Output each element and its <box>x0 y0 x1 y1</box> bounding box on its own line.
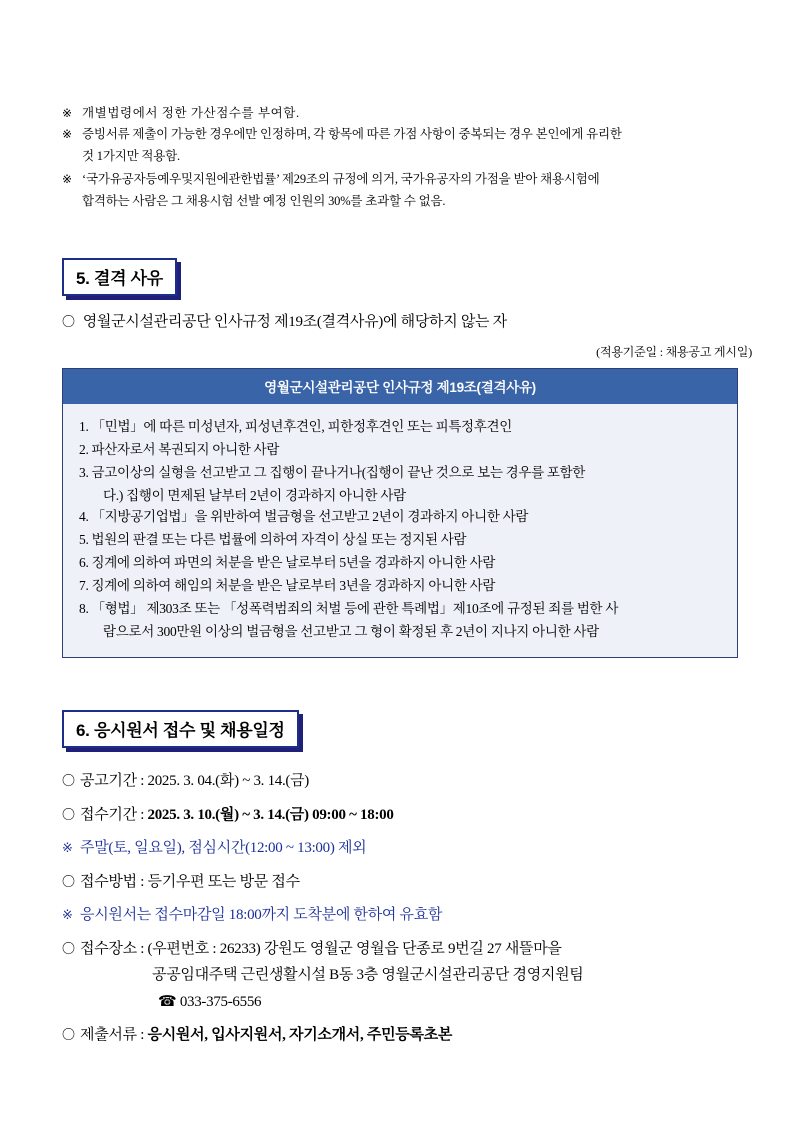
table-row <box>79 598 721 620</box>
note-mark-icon: ※ <box>62 840 73 855</box>
row-number: 8. <box>79 600 89 616</box>
note-text: 개별법령에서 정한 가산점수를 부여함. <box>82 106 300 120</box>
row-number: 6. <box>79 555 89 571</box>
row-number: 3. <box>79 464 89 480</box>
row-text: 징계에 의하여 해임의 처분을 받은 날로부터 3년을 경과하지 아니한 사람 <box>91 578 496 594</box>
row-text: 「지방공기업법」을 위반하여 벌금형을 선고받고 2년이 경과하지 아니한 사람 <box>91 509 529 525</box>
table-row <box>79 506 721 528</box>
schedule-note-text: 응시원서는 접수마감일 18:00까지 도착분에 한하여 유효함 <box>80 907 443 923</box>
row-text: 금고이상의 실형을 선고받고 그 집행이 끝나거나(집행이 끝난 것으로 보는 경우를 포함한 <box>91 464 586 480</box>
schedule-row-text <box>80 938 752 961</box>
schedule-row-method <box>62 871 752 894</box>
row-text: 「형법」 제303조 또는 「성폭력범죄의 처벌 등에 관한 특례법」제10조에 규정된 죄를 범한 사 <box>91 600 619 616</box>
schedule-label: 접수장소 : <box>80 940 148 957</box>
schedule-value: (우편번호 : 26233) 강원도 영월군 영월읍 단종로 9번길 27 새뜰마을 <box>147 940 562 957</box>
schedule-row-location <box>62 938 752 961</box>
table-row <box>79 439 721 461</box>
disqualification-bullet <box>62 310 722 331</box>
address-line-2: 공공임대주택 근린생활시설 B동 3층 영월군시설관리공단 경영지원팀 <box>152 967 584 983</box>
note-item <box>62 170 752 189</box>
schedule-value: 2025. 3. 04.(화) ~ 3. 14.(금) <box>147 773 310 789</box>
circle-bullet-icon: 〇 <box>62 314 75 329</box>
row-text: 파산자로서 복권되지 아니한 사람 <box>91 441 280 457</box>
schedule-value: 응시원서, 입사지원서, 자기소개서, 주민등록초본 <box>147 1027 453 1043</box>
schedule-row-text <box>80 1024 752 1047</box>
circle-bullet-icon: 〇 <box>62 773 75 788</box>
table-body <box>63 404 737 657</box>
note-mark-icon: ※ <box>62 127 72 142</box>
note-continuation: 합격하는 사람은 그 채용시험 선발 예정 인원의 30%를 초과할 수 없음. <box>82 193 446 208</box>
schedule-row-documents <box>62 1024 752 1047</box>
note-text: 증빙서류 제출이 가능한 경우에만 인정하며, 각 항목에 따른 가점 사항이 중복되는 경우 본인에게 유리한 <box>82 127 622 142</box>
table-row <box>79 552 721 574</box>
schedule-note-deadline <box>62 904 752 927</box>
row-text: 「민법」에 따른 미성년자, 피성년후견인, 피한정후견인 또는 피특정후견인 <box>91 419 513 434</box>
note-item <box>62 104 752 123</box>
table-title: 영월군시설관리공단 인사규정 제19조(결격사유) <box>63 369 737 404</box>
table-row <box>79 462 721 484</box>
row-number: 4. <box>79 509 89 525</box>
schedule-value: 등기우편 또는 방문 접수 <box>147 873 300 890</box>
circle-bullet-icon: 〇 <box>62 1027 75 1042</box>
note-mark-icon: ※ <box>62 907 73 922</box>
disqualification-table <box>62 368 738 658</box>
top-notes <box>62 104 752 211</box>
schedule-label: 접수기간 : <box>80 806 148 823</box>
row-continuation: 람으로서 300만원 이상의 벌금형을 선고받고 그 형이 확정된 후 2년이 지나지 아니한 사람 <box>103 623 599 639</box>
schedule-label: 공고기간 : <box>80 773 148 789</box>
table-row <box>79 529 721 551</box>
circle-bullet-icon: 〇 <box>62 873 75 889</box>
section-heading-disqualification: 5. 결격 사유 <box>62 258 177 296</box>
table-row <box>79 575 721 597</box>
applicable-date-note: (적용기준일 : 채용공고 게시일) <box>596 345 752 359</box>
row-continuation: 다.) 집행이 면제된 날부터 2년이 경과하지 아니한 사람 <box>103 487 406 503</box>
row-number: 1. <box>79 419 89 434</box>
schedule-label: 접수방법 : <box>80 873 148 890</box>
schedule-row-text <box>80 804 752 827</box>
schedule-note-weekend <box>62 837 752 860</box>
schedule-row-announcement <box>62 770 752 793</box>
note-text: ‘국가유공자등예우및지원에관한법률’ 제29조의 규정에 의거, 국가유공자의 가점을 받아 채용시험에 <box>82 172 600 187</box>
row-number: 2. <box>79 441 89 457</box>
disqualification-bullet-text: 영월군시설관리공단 인사규정 제19조(결격사유)에 해당하지 않는 자 <box>82 314 507 330</box>
schedule-list <box>62 770 752 1058</box>
circle-bullet-icon: 〇 <box>62 806 75 822</box>
note-item <box>62 125 752 144</box>
note-mark-icon: ※ <box>62 172 72 187</box>
schedule-row-text <box>80 871 752 894</box>
note-continuation: 것 1가지만 적용함. <box>82 148 180 163</box>
row-number: 5. <box>79 532 89 548</box>
note-mark-icon: ※ <box>62 106 72 120</box>
row-number: 7. <box>79 578 89 594</box>
schedule-note-text: 주말(토, 일요일), 점심시간(12:00 ~ 13:00) 제외 <box>80 840 367 856</box>
section-heading-schedule: 6. 응시원서 접수 및 채용일정 <box>62 710 299 748</box>
circle-bullet-icon: 〇 <box>62 940 75 956</box>
phone-number: ☎ 033-375-6556 <box>158 993 262 1010</box>
schedule-row-text <box>80 770 752 793</box>
table-row <box>79 416 721 438</box>
schedule-value: 2025. 3. 10.(월) ~ 3. 14.(금) 09:00 ~ 18:00 <box>147 806 394 823</box>
schedule-row-reception <box>62 804 752 827</box>
row-text: 징계에 의하여 파면의 처분을 받은 날로부터 5년을 경과하지 아니한 사람 <box>91 555 496 571</box>
schedule-label: 제출서류 : <box>80 1027 148 1043</box>
row-text: 법원의 판결 또는 다른 법률에 의하여 자격이 상실 또는 정지된 사람 <box>91 532 467 548</box>
